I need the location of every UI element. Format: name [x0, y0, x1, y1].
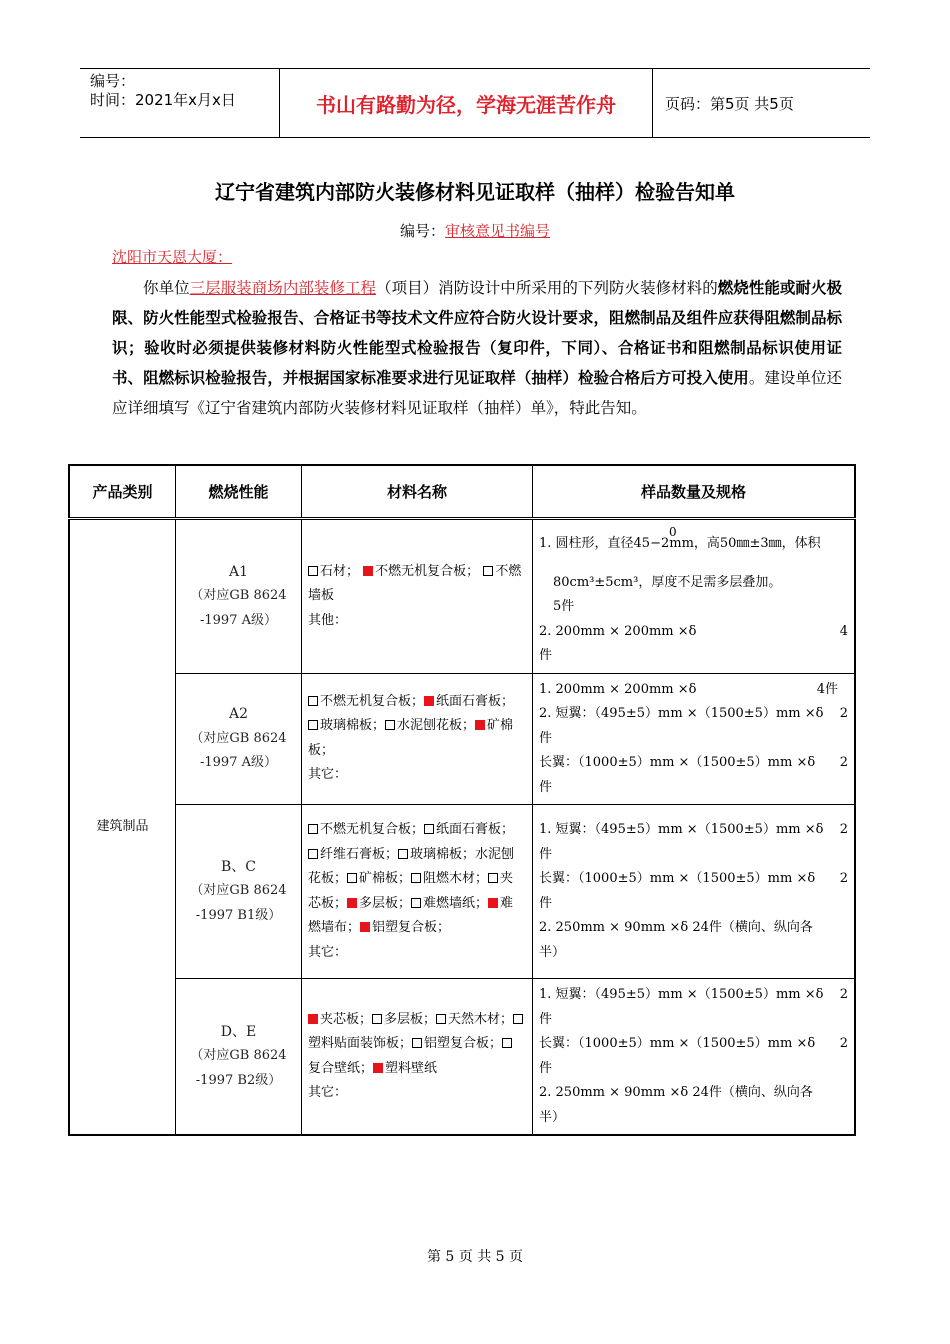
material-option[interactable]	[424, 694, 514, 709]
checkbox-icon[interactable]	[411, 873, 421, 883]
spec-count: 4	[839, 623, 848, 639]
spec-text: 2. 短翼：（495±5）mm ×（1500±5）mm ×δ	[539, 706, 824, 721]
standard-line: （对应GB 8624	[190, 730, 287, 746]
spec-line	[539, 702, 848, 727]
spec-line	[539, 620, 848, 645]
material-option[interactable]	[308, 694, 424, 709]
spec-count: 2	[839, 822, 848, 837]
standard-line: -1997 B2级）	[195, 1072, 282, 1088]
checkbox-icon[interactable]	[372, 1014, 382, 1024]
spec-line: 件	[539, 895, 553, 911]
spec-text: 1. 圆柱形，直径45−2mm，高50㎜±3㎜，体积	[539, 536, 821, 551]
grade-label: D、E	[220, 1023, 257, 1040]
para-after-project: （项目）消防设计中所采用的下列防火装修材料的	[376, 279, 718, 297]
other-label: 其他：	[308, 612, 348, 628]
material-text: 玻璃棉板；水泥刨花板；	[308, 846, 515, 886]
checkbox-checked-icon[interactable]	[347, 898, 357, 908]
checkbox-icon[interactable]	[513, 1014, 523, 1024]
para-tail: 。建设单位还应详细填写《辽宁省建筑内部防火装修材料见证取样（抽样）单》，特此告知。	[112, 369, 842, 417]
spec-line: 件	[539, 779, 553, 795]
spec-text: 1. 200mm × 200mm ×δ	[539, 681, 697, 697]
spec-line	[539, 867, 848, 892]
material-option[interactable]	[411, 871, 488, 886]
material-text: 纸面石膏板；	[436, 693, 515, 709]
standard-line: （对应GB 8624	[190, 883, 287, 899]
header-material: 材料名称	[302, 465, 533, 519]
header-category: 产品类别	[69, 465, 176, 519]
grade-label: A2	[228, 706, 249, 722]
table-row	[69, 519, 855, 674]
performance-cell	[176, 979, 302, 1136]
material-text: 塑料壁纸	[385, 1060, 438, 1076]
document-title: 辽宁省建筑内部防火装修材料见证取样（抽样）检验告知单	[215, 180, 735, 204]
spec-line	[539, 1032, 848, 1057]
material-text: 难燃墙布；	[308, 895, 514, 935]
material-option[interactable]	[308, 822, 424, 837]
header-spec: 样品数量及规格	[533, 465, 856, 519]
spec-line	[539, 751, 848, 776]
material-text: 玻璃棉板；	[320, 718, 386, 734]
material-option[interactable]	[424, 822, 514, 837]
material-text: 复合壁纸；	[308, 1060, 374, 1076]
spec-line: 2. 250mm × 90mm ×δ 24件（横向、纵向各	[539, 1085, 813, 1100]
material-text: 不燃无机复合板；	[320, 693, 425, 709]
material-list	[308, 818, 526, 941]
checkbox-checked-icon[interactable]	[488, 898, 498, 908]
notice-paragraph	[112, 273, 842, 423]
checkbox-checked-icon[interactable]	[360, 922, 370, 932]
material-option[interactable]	[347, 871, 411, 886]
standard-line: （对应GB 8624	[190, 588, 287, 603]
document-number	[0, 220, 950, 241]
material-list	[308, 1008, 526, 1082]
material-list	[308, 690, 526, 764]
header-left-cell	[80, 69, 280, 137]
category-cell: 建筑制品	[69, 519, 176, 1136]
spec-count: 2	[839, 706, 848, 721]
spec-text: 1. 短翼：（495±5）mm ×（1500±5）mm ×δ	[539, 822, 824, 837]
grade-label: A1	[228, 563, 249, 580]
spec-count: 2	[839, 871, 848, 886]
other-label: 其它：	[308, 944, 348, 960]
checkbox-icon[interactable]	[308, 566, 318, 576]
spec-line: 半）	[539, 1109, 566, 1125]
table-row	[69, 805, 855, 979]
checkbox-icon[interactable]	[412, 1038, 422, 1048]
spec-count: 2	[839, 755, 848, 770]
checkbox-icon[interactable]	[308, 849, 318, 859]
spec-text: 长翼：（1000±5）mm ×（1500±5）mm ×δ	[539, 871, 816, 886]
material-option[interactable]	[347, 896, 411, 911]
spec-line: 2. 250mm × 90mm ×δ 24件（横向、纵向各	[539, 920, 813, 935]
material-option[interactable]	[308, 564, 359, 579]
spec-cell	[533, 805, 856, 979]
material-option[interactable]	[436, 1012, 513, 1027]
spec-line	[539, 818, 848, 843]
material-option[interactable]	[372, 1012, 436, 1027]
standard-line: -1997 B1级）	[195, 907, 282, 923]
header-number: 编号：	[90, 72, 136, 90]
other-label: 其它：	[308, 767, 348, 783]
material-option[interactable]	[308, 718, 385, 733]
table-header-row	[69, 465, 855, 519]
material-text: 铝塑复合板；	[424, 1036, 503, 1051]
tolerance-superscript: 0	[669, 525, 677, 539]
table-row	[69, 979, 855, 1136]
material-text: 塑料贴面装饰板；	[308, 1036, 413, 1051]
spec-text: 2. 200mm × 200mm ×δ	[539, 623, 697, 639]
material-text: 天然木材；	[448, 1011, 514, 1027]
material-text: 水泥刨花板；	[397, 718, 476, 734]
docno-value[interactable]: 审核意见书编号	[445, 222, 551, 240]
checkbox-icon[interactable]	[308, 824, 318, 834]
checkbox-checked-icon[interactable]	[363, 566, 373, 576]
material-option[interactable]	[360, 920, 450, 935]
material-option[interactable]	[308, 847, 398, 862]
document-header	[80, 68, 870, 138]
header-page: 页码：第5页 共5页	[665, 94, 794, 113]
material-text: 阻燃木材；	[423, 871, 489, 886]
performance-cell	[176, 805, 302, 979]
header-motto: 书山有路勤为径，学海无涯苦作舟	[280, 69, 653, 137]
checkbox-icon[interactable]	[411, 898, 421, 908]
material-option[interactable]	[385, 718, 475, 733]
spec-cell	[533, 519, 856, 674]
material-text: 铝塑复合板；	[372, 920, 451, 935]
performance-cell	[176, 519, 302, 674]
material-text: 多层板；	[384, 1011, 437, 1027]
material-text: 纤维石膏板；	[320, 846, 399, 862]
spec-line: 5件	[553, 599, 575, 614]
standard-line: （对应GB 8624	[190, 1048, 287, 1064]
spec-count: 4件	[816, 681, 838, 697]
checkbox-icon[interactable]	[347, 873, 357, 883]
header-time: 时间：2021年x月x日	[90, 91, 236, 109]
para-bold: 燃烧性能或耐火极限、防火性能型式检验报告、合格证书等技术文件应符合防火设计要求，阻燃制品及组件应获得阻燃制品标识；验收时必须提供装修材料防火性能型式检验报告（复印件，下同）、合格证书和阻燃制品标识使用证书、阻燃标识检验报告，并根据国家标准要求进行见证取样（抽样）检验合格后方可投入使用	[112, 279, 842, 387]
checkbox-icon[interactable]	[436, 1014, 446, 1024]
grade-label: B、C	[221, 858, 256, 875]
material-cell	[302, 519, 533, 674]
spec-line: 件	[539, 1011, 553, 1027]
checkbox-icon[interactable]	[502, 1038, 512, 1048]
spec-line: 件	[539, 846, 553, 862]
material-text: 夹芯板；	[308, 871, 514, 911]
material-text: 矿棉板；	[308, 718, 514, 758]
performance-cell	[176, 673, 302, 805]
para-project[interactable]: 三层服装商场内部装修工程	[189, 279, 377, 297]
spec-cell	[533, 979, 856, 1136]
material-option[interactable]	[308, 1012, 372, 1027]
spec-text: 长翼：（1000±5）mm ×（1500±5）mm ×δ	[539, 755, 816, 770]
material-text: 纸面石膏板；	[436, 822, 515, 837]
checkbox-icon[interactable]	[398, 849, 408, 859]
checkbox-icon[interactable]	[488, 873, 498, 883]
checkbox-icon[interactable]	[308, 696, 318, 706]
other-label: 其它：	[308, 1085, 348, 1100]
standard-line: -1997 A级）	[200, 755, 277, 770]
checkbox-icon[interactable]	[385, 720, 395, 730]
spec-count: 2	[839, 1036, 848, 1051]
material-option[interactable]	[373, 1061, 437, 1076]
checkbox-checked-icon[interactable]	[475, 720, 485, 730]
material-text: 不燃无机复合板；	[375, 563, 480, 579]
spec-cell	[533, 673, 856, 805]
checkbox-icon[interactable]	[483, 566, 493, 576]
material-text: 难燃墙纸；	[423, 895, 489, 911]
spec-line	[539, 983, 848, 1008]
standard-line: -1997 A级）	[200, 612, 277, 628]
page-footer: 第 5 页 共 5 页	[426, 1249, 524, 1265]
spec-line: 件	[539, 648, 553, 663]
material-option[interactable]	[411, 896, 488, 911]
checkbox-checked-icon[interactable]	[373, 1063, 383, 1073]
recipient: 沈阳市天恩大厦：	[112, 248, 233, 266]
docno-label: 编号：	[399, 222, 445, 240]
checkbox-checked-icon[interactable]	[424, 696, 434, 706]
spec-line: 80cm³±5cm³，厚度不足需多层叠加。	[553, 574, 782, 590]
material-cell	[302, 673, 533, 805]
spec-text: 长翼：（1000±5）mm ×（1500±5）mm ×δ	[539, 1036, 816, 1051]
material-text: 石材；	[320, 563, 360, 579]
spec-text: 1. 短翼：（495±5）mm ×（1500±5）mm ×δ	[539, 987, 824, 1002]
material-list	[308, 560, 526, 609]
spec-line	[539, 678, 848, 703]
checkbox-icon[interactable]	[308, 720, 318, 730]
material-text: 不燃墙板	[308, 563, 522, 603]
spec-line: 半）	[539, 944, 566, 960]
material-option[interactable]	[363, 564, 479, 579]
material-cell	[302, 805, 533, 979]
spec-line: 件	[539, 1060, 553, 1076]
checkbox-checked-icon[interactable]	[308, 1014, 318, 1024]
material-text: 矿棉板；	[359, 871, 412, 886]
header-performance: 燃烧性能	[176, 465, 302, 519]
material-text: 不燃无机复合板；	[320, 822, 425, 837]
spec-count: 2	[839, 987, 848, 1002]
para-lead: 你单位	[143, 279, 190, 297]
spec-line	[539, 525, 848, 557]
checkbox-icon[interactable]	[424, 824, 434, 834]
materials-table	[68, 464, 856, 1136]
spec-line: 件	[539, 730, 553, 746]
material-text: 夹芯板；	[320, 1011, 373, 1027]
table-row	[69, 673, 855, 805]
material-text: 多层板；	[359, 895, 412, 911]
material-cell	[302, 979, 533, 1136]
material-option[interactable]	[412, 1036, 502, 1051]
